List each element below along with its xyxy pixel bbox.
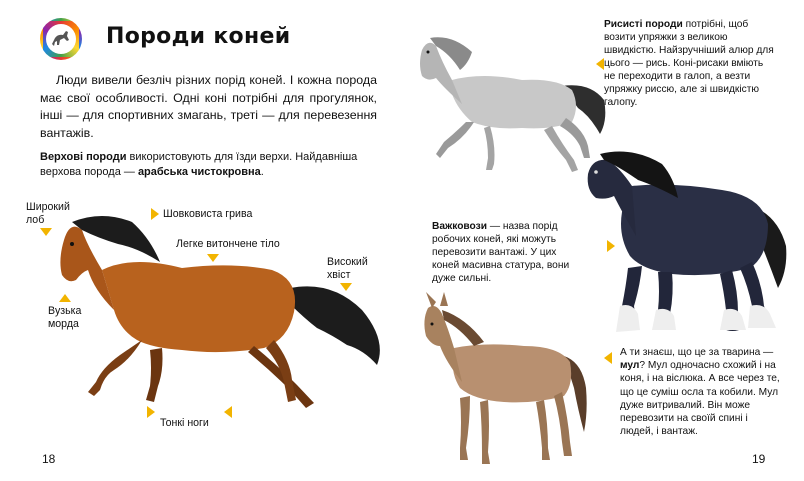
trotters-text: потрібні, щоб возити упряжки з великою швидкістю. Найзручніший алюр для цього — рись. Коні-рисаки вміють не переходити в галоп, а везти упряжку риссю, але зі швидкістю галопу. <box>604 19 774 108</box>
mule-text-1: А ти знаєш, що це за тварина — <box>620 347 774 358</box>
label-silky-mane: Шовковиста грива <box>163 208 253 220</box>
mule-paragraph <box>620 346 780 438</box>
draft-text: — назва порід робочих коней, які можуть перевозити вантажі. У цих коней масивна статура, вони дуже сильні. <box>432 221 570 284</box>
riding-term: Верхові породи <box>40 151 127 163</box>
arrow-trotters <box>596 58 604 70</box>
riding-end: . <box>260 166 264 178</box>
riding-paragraph <box>40 150 380 180</box>
draft-paragraph <box>432 220 578 285</box>
riding-text: використовують для їзди верхи. Найдавніша верхова порода — <box>40 151 358 178</box>
arrow-legs-left <box>147 406 155 418</box>
label-light-body: Легке витончене тіло <box>176 238 280 250</box>
intro-paragraph <box>40 72 377 142</box>
arrow-body <box>207 254 219 262</box>
mule-illustration <box>414 292 604 472</box>
page-number-left: 18 <box>42 452 56 466</box>
page-title: Породи коней <box>106 24 291 49</box>
label-narrow-muzzle: Вузька морда <box>48 305 82 330</box>
mule-term: мул <box>620 360 640 372</box>
arrow-mule <box>604 352 612 364</box>
intro-text: Люди вивели безліч різних порід коней. І кожна порода має свої особливості. Одні коні потрібні для прогулянок, інші — для спортивних змагань, треті — для перевезення вантажів. <box>40 73 377 140</box>
label-high-tail: Високий хвіст <box>327 256 368 281</box>
trotters-term: Рисисті породи <box>604 19 683 30</box>
arrow-legs-right <box>224 406 232 418</box>
page-number-right: 19 <box>752 452 766 466</box>
arrow-tail <box>340 283 352 291</box>
arrow-mane <box>151 208 159 220</box>
label-broad-forehead: Широкий лоб <box>26 201 70 226</box>
bay-horse-illustration <box>42 200 402 440</box>
arrow-draft <box>607 240 615 252</box>
label-thin-legs: Тонкі ноги <box>160 417 209 429</box>
mule-text-2: ? Мул одночасно схожий і на коня, і на віслюка. А все через те, що це суміш осла та кобили. Мул дуже витривалий. Він може перевозити на своїй спині і людей, і вантаж. <box>620 360 780 438</box>
draft-term: Важковози <box>432 221 487 232</box>
arabian-breed: арабська чистокровна <box>137 166 261 178</box>
draft-horse-illustration <box>582 146 802 346</box>
trotters-paragraph <box>604 18 776 109</box>
arrow-muzzle <box>59 294 71 302</box>
horse-badge-icon <box>40 18 82 60</box>
arrow-forehead <box>40 228 52 236</box>
